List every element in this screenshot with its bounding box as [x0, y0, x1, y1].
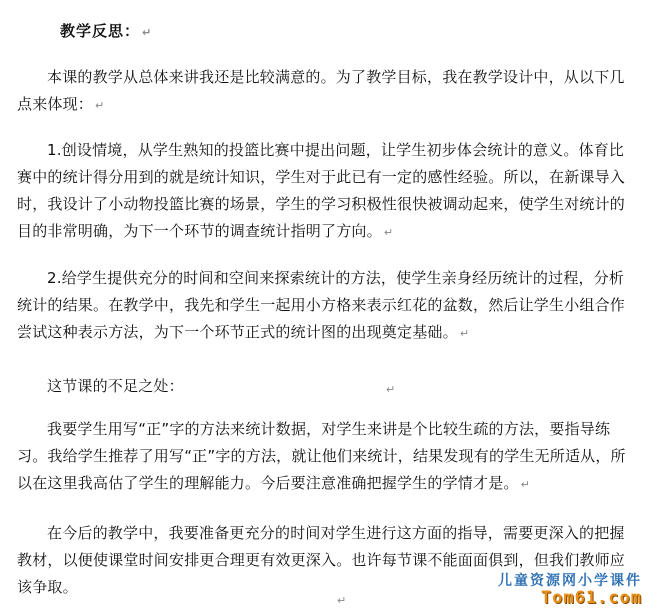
- paragraph-text: 本课的教学从总体来讲我还是比较满意的。为了教学目标，我在教学设计中，从以下几点来体现：: [17, 68, 625, 113]
- paragraph-mark-icon: ↵: [520, 478, 531, 491]
- paragraph-mark-icon: ↵: [459, 327, 470, 340]
- paragraph-2: [17, 137, 629, 246]
- watermark-domain: Tom61.com: [540, 588, 642, 608]
- paragraph-text: 这节课的不足之处：: [47, 377, 184, 395]
- paragraph-text: 2.给学生提供充分的时间和空间来探索统计的方法，使学生亲身经历统计的过程，分析统计的结果。在教学中，我先和学生一起用小方格来表示红花的盆数，然后让学生小组合作尝试这种表示方法，为下一个环节正式的统计图的出现奠定基础。: [17, 269, 626, 341]
- heading-text: 教学反思：: [60, 22, 141, 40]
- paragraph-mark-icon: ↵: [386, 383, 396, 396]
- paragraph-mark-icon: ↵: [337, 594, 347, 607]
- paragraph-mark-icon: ↵: [142, 26, 153, 39]
- paragraph-mark-icon: ↵: [383, 226, 394, 239]
- paragraph-text: 我要学生用写“正”字的方法来统计数据，对学生来讲是个比较生疏的方法，要指导练习。我给学生推荐了用写“正”字的方法，就让他们来统计，结果发现有的学生无所适从，所以在这里我高估了学生的理解能力。今后要注意准确把握学生的学情才是。: [17, 420, 626, 492]
- paragraph-5: [17, 416, 629, 498]
- site-watermark-logo: [442, 570, 642, 610]
- watermark-title: 儿童资源网小学课件: [498, 573, 642, 589]
- paragraph-text: 在今后的教学中，我要准备更充分的时间对学生进行这方面的指导，需要更深入的把握教材，以便使课堂时间安排更合理更有效更深入。也许每节课不能面面俱到，但我们教师应该争取。: [17, 524, 626, 596]
- paragraph-3: [17, 265, 629, 347]
- paragraph-mark-icon: ↵: [95, 99, 105, 112]
- page-heading: [60, 20, 152, 41]
- paragraph-4: [17, 373, 629, 400]
- paragraph-1: [17, 64, 629, 119]
- paragraph-text: 1.创设情境，从学生熟知的投篮比赛中提出问题，让学生初步体会统计的意义。体育比赛中的统计得分用到的就是统计知识，学生对于此已有一定的感性经验。所以，在新课导入时，我设计了小动物投篮比赛的场景，学生的学习积极性很快被调动起来，使学生对统计的目的非常明确，为下一个环节的调查统计指明了方向。: [17, 141, 626, 240]
